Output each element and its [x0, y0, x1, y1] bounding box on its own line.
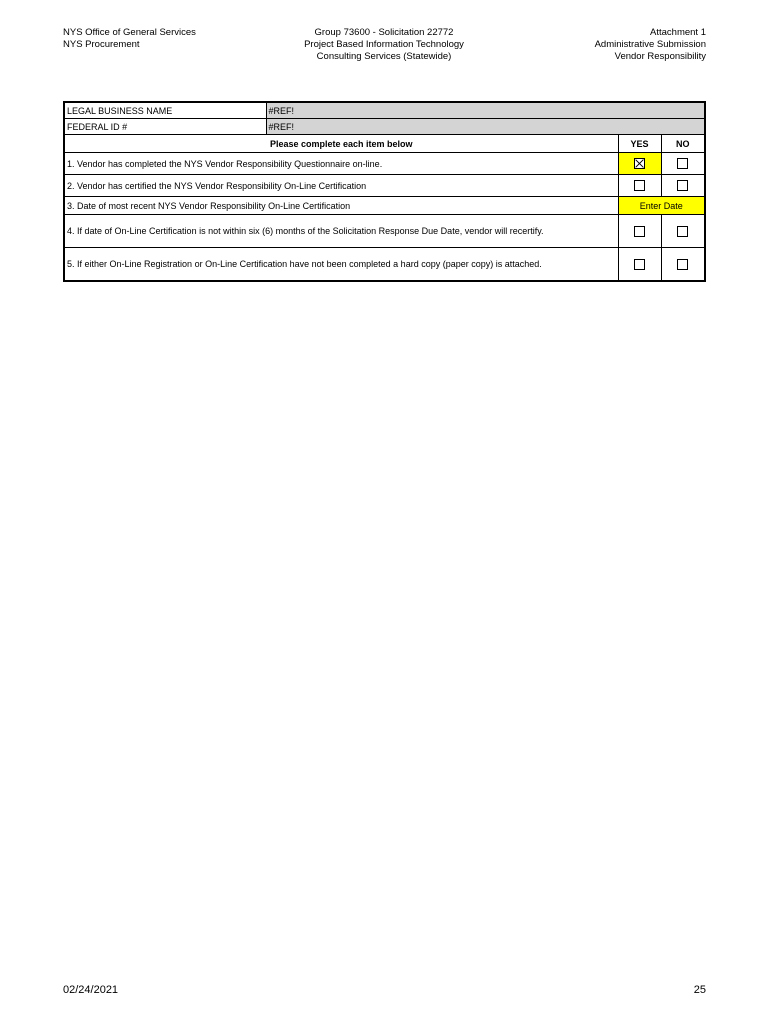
item-2-no-checkbox[interactable] — [677, 180, 688, 191]
header-services: Consulting Services (Statewide) — [316, 51, 452, 62]
instructions-heading: Please complete each item below — [64, 135, 618, 153]
header-agency: NYS Office of General Services — [63, 27, 196, 38]
federal-id-row — [64, 119, 705, 135]
item-5-yes-cell — [618, 248, 661, 282]
header-project: Project Based Information Technology — [304, 39, 464, 50]
header-attachment: Attachment 1 — [650, 27, 706, 38]
footer-date: 02/24/2021 — [63, 984, 119, 996]
header-group: Group 73600 - Solicitation 22772 — [314, 27, 454, 38]
item-row-2 — [64, 175, 705, 197]
item-5-no-checkbox[interactable] — [677, 259, 688, 270]
item-text-2: 2. Vendor has certified the NYS Vendor Responsibility On-Line Certification — [64, 175, 618, 197]
header-submission: Administrative Submission — [594, 39, 706, 50]
item-row-1 — [64, 153, 705, 175]
item-4-yes-checkbox[interactable] — [634, 226, 645, 237]
federal-id-label: FEDERAL ID # — [64, 119, 266, 135]
footer-page-number: 25 — [693, 984, 706, 996]
item-row-4 — [64, 215, 705, 248]
item-row-5 — [64, 248, 705, 282]
item-1-no-cell — [661, 153, 705, 175]
header-left — [63, 27, 196, 51]
item-4-no-cell — [661, 215, 705, 248]
certification-date-field[interactable]: Enter Date — [618, 197, 705, 215]
item-text-4: 4. If date of On-Line Certification is not within six (6) months of the Solicitation Response Due Date, vendor will recertify. — [64, 215, 618, 248]
legal-name-row — [64, 102, 705, 119]
item-5-yes-checkbox[interactable] — [634, 259, 645, 270]
item-row-3 — [64, 197, 705, 215]
no-column-header: NO — [661, 135, 705, 153]
vendor-responsibility-form — [63, 101, 706, 282]
item-2-yes-cell — [618, 175, 661, 197]
item-text-3: 3. Date of most recent NYS Vendor Responsibility On-Line Certification — [64, 197, 618, 215]
item-5-no-cell — [661, 248, 705, 282]
item-text-1: 1. Vendor has completed the NYS Vendor Responsibility Questionnaire on-line. — [64, 153, 618, 175]
header-section: Vendor Responsibility — [614, 51, 706, 62]
item-text-5: 5. If either On-Line Registration or On-Line Certification have not been completed a hard copy (paper copy) is attached. — [64, 248, 618, 282]
federal-id-field[interactable]: #REF! — [266, 119, 705, 135]
legal-name-label: LEGAL BUSINESS NAME — [64, 102, 266, 119]
header-center — [234, 27, 534, 63]
item-1-no-checkbox[interactable] — [677, 158, 688, 169]
item-2-yes-checkbox[interactable] — [634, 180, 645, 191]
item-1-yes-cell — [618, 153, 661, 175]
item-4-no-checkbox[interactable] — [677, 226, 688, 237]
instructions-row — [64, 135, 705, 153]
item-2-no-cell — [661, 175, 705, 197]
header-right — [595, 27, 706, 63]
item-4-yes-cell — [618, 215, 661, 248]
item-1-yes-checkbox[interactable] — [634, 158, 645, 169]
legal-name-field[interactable]: #REF! — [266, 102, 705, 119]
yes-column-header: YES — [618, 135, 661, 153]
header-division: NYS Procurement — [63, 39, 140, 50]
